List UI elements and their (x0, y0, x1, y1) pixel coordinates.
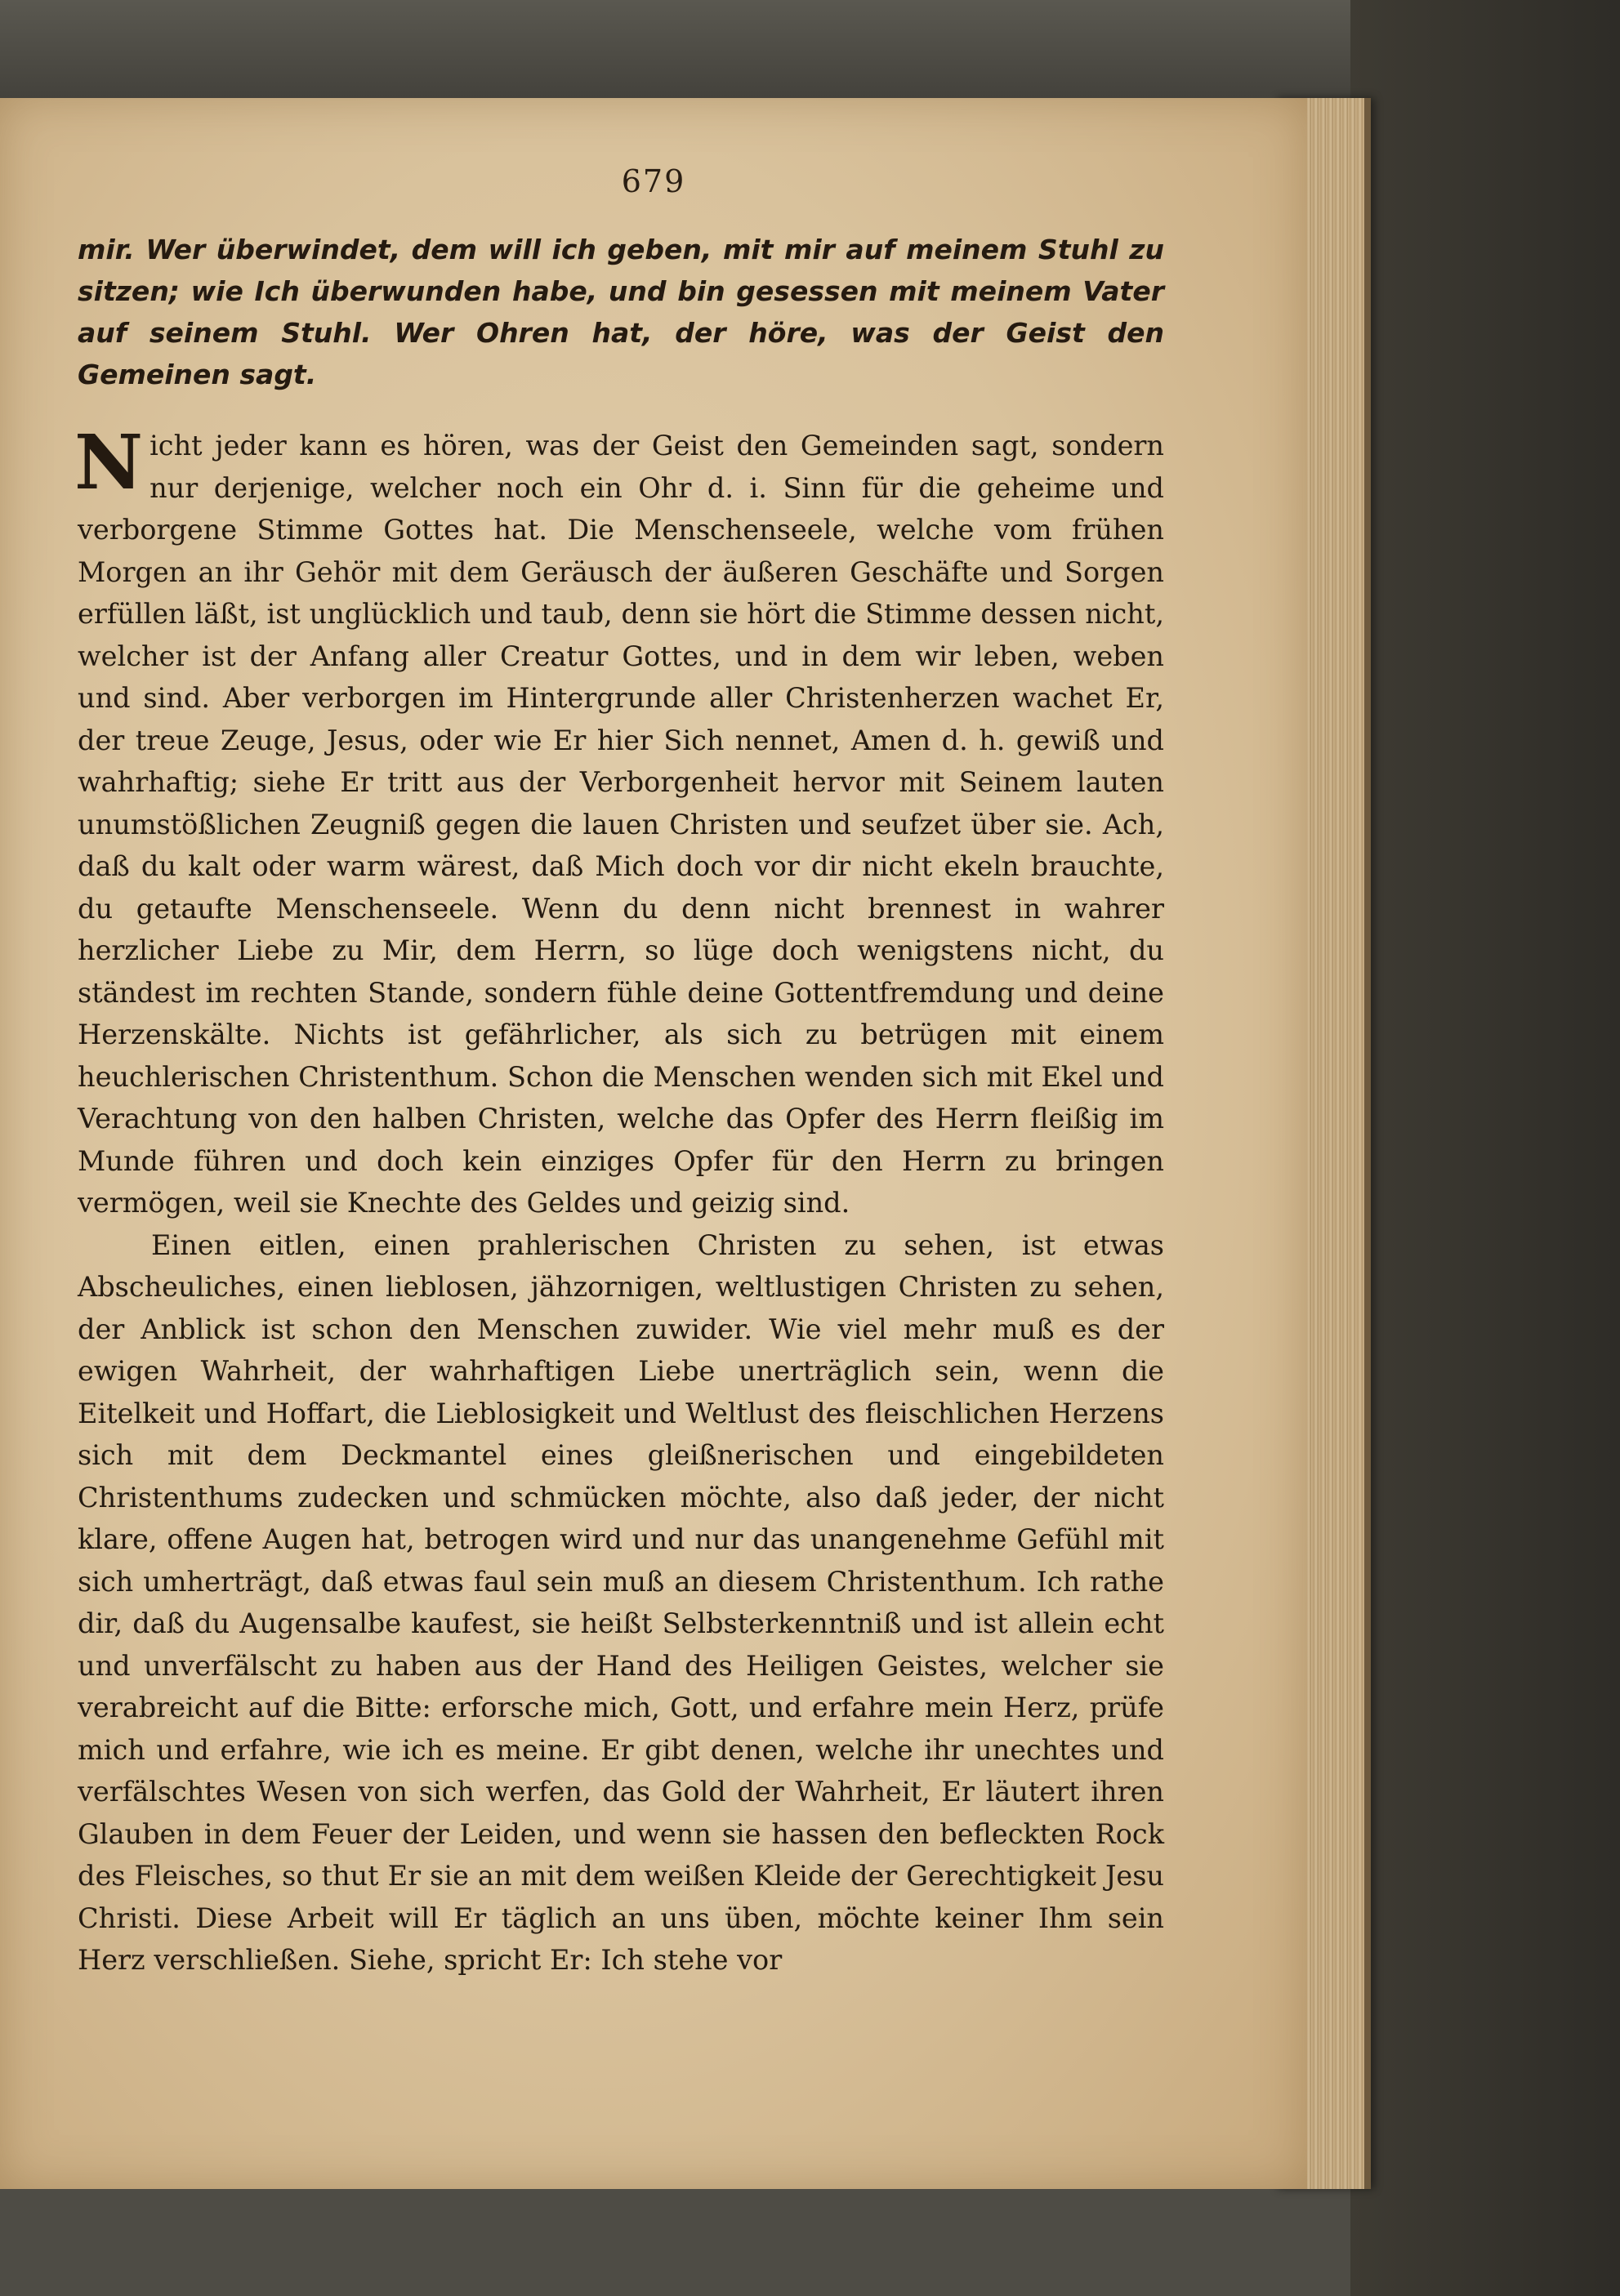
scripture-motto: mir. Wer überwindet, dem will ich geben, mit mir auf meinem Stuhl zu sitzen; wie Ich überwunden habe, und bin gesessen mit meinem Vater auf seinem Stuhl. Wer Ohren hat, der höre, was der Geist den Gemeinen sagt. (78, 234, 1164, 390)
page-body (74, 418, 1164, 1982)
book-page (0, 98, 1307, 2189)
drop-cap-letter: N (74, 418, 144, 506)
scan-backdrop-right (1350, 0, 1620, 2296)
page-number: 679 (621, 163, 686, 199)
paragraph-1-text: icht jeder kann es hören, was der Geist den Gemeinden sagt, sondern nur derjenige, welcher noch ein Ohr d. i. Sinn für die geheime und verborgene Stimme Gottes hat. Die Menschenseele, welche vom frühen Morgen an ihr Gehör mit dem Geräusch der äußeren Geschäfte und Sorgen erfüllen läßt, ist unglücklich und taub, denn sie hört die Stimme dessen nicht, welcher ist der Anfang aller Creatur Gottes, und in dem wir leben, weben und sind. Aber verborgen im Hintergrunde aller Christenherzen wachet Er, der treue Zeuge, Jesus, oder wie Er hier Sich nennet, Amen d. h. gewiß und wahrhaftig; siehe Er tritt aus der Verborgenheit hervor mit Seinem lauten unumstößlichen Zeugniß gegen die lauen Christen und seufzet über sie. Ach, daß du kalt oder warm wärest, daß Mich doch vor dir nicht ekeln brauchte, du getaufte Menschenseele. Wenn du denn nicht brennest in wahrer herzlicher Liebe zu Mir, dem Herrn, so lüge doch wenigstens nicht, du ständest im rechten Stande, sondern fühle deine Gottentfremdung und deine Herzenskälte. Nichts ist gefährlicher, als sich zu betrügen mit einem heuchlerischen Christenthum. Schon die Menschen wenden sich mit Ekel und Verachtung von den halben Christen, welche das Opfer des Herrn fleißig im Munde führen und doch kein einziges Opfer für den Herrn zu bringen vermögen, weil sie Knechte des Geldes und geizig sind. (78, 430, 1164, 1219)
paragraph-2: Einen eitlen, einen prahlerischen Christen zu sehen, ist etwas Abscheuliches, einen lieblosen, jähzornigen, weltlustigen Christen zu sehen, der Anblick ist schon den Menschen zuwider. Wie viel mehr muß es der ewigen Wahrheit, der wahrhaftigen Liebe unerträglich sein, wenn die Eitelkeit und Hoffart, die Lieblosigkeit und Weltlust des fleischlichen Herzens sich mit dem Deckmantel eines gleißnerischen und eingebildeten Christenthums zudecken und schmücken möchte, also daß jeder, der nicht klare, offene Augen hat, betrogen wird und nur das unangenehme Gefühl mit sich umherträgt, daß etwas faul sein muß an diesem Christenthum. Ich rathe dir, daß du Augensalbe kaufest, sie heißt Selbsterkenntniß und ist allein echt und unverfälscht zu haben aus der Hand des Heiligen Geistes, welcher sie verabreicht auf die Bitte: erforsche mich, Gott, und erfahre mein Herz, prüfe mich und erfahre, wie ich es meine. Er gibt denen, welche ihr unechtes und verfälschtes Wesen von sich werfen, das Gold der Wahrheit, Er läutert ihren Glauben in dem Feuer der Leiden, und wenn sie hassen den befleckten Rock des Fleisches, so thut Er sie an mit dem weißen Kleide der Gerechtigkeit Jesu Christi. Diese Arbeit will Er täglich an uns üben, möchte keiner Ihm sein Herz verschließen. Siehe, spricht Er: Ich stehe vor (78, 1228, 1164, 1976)
paragraph-1 (74, 418, 1164, 1224)
